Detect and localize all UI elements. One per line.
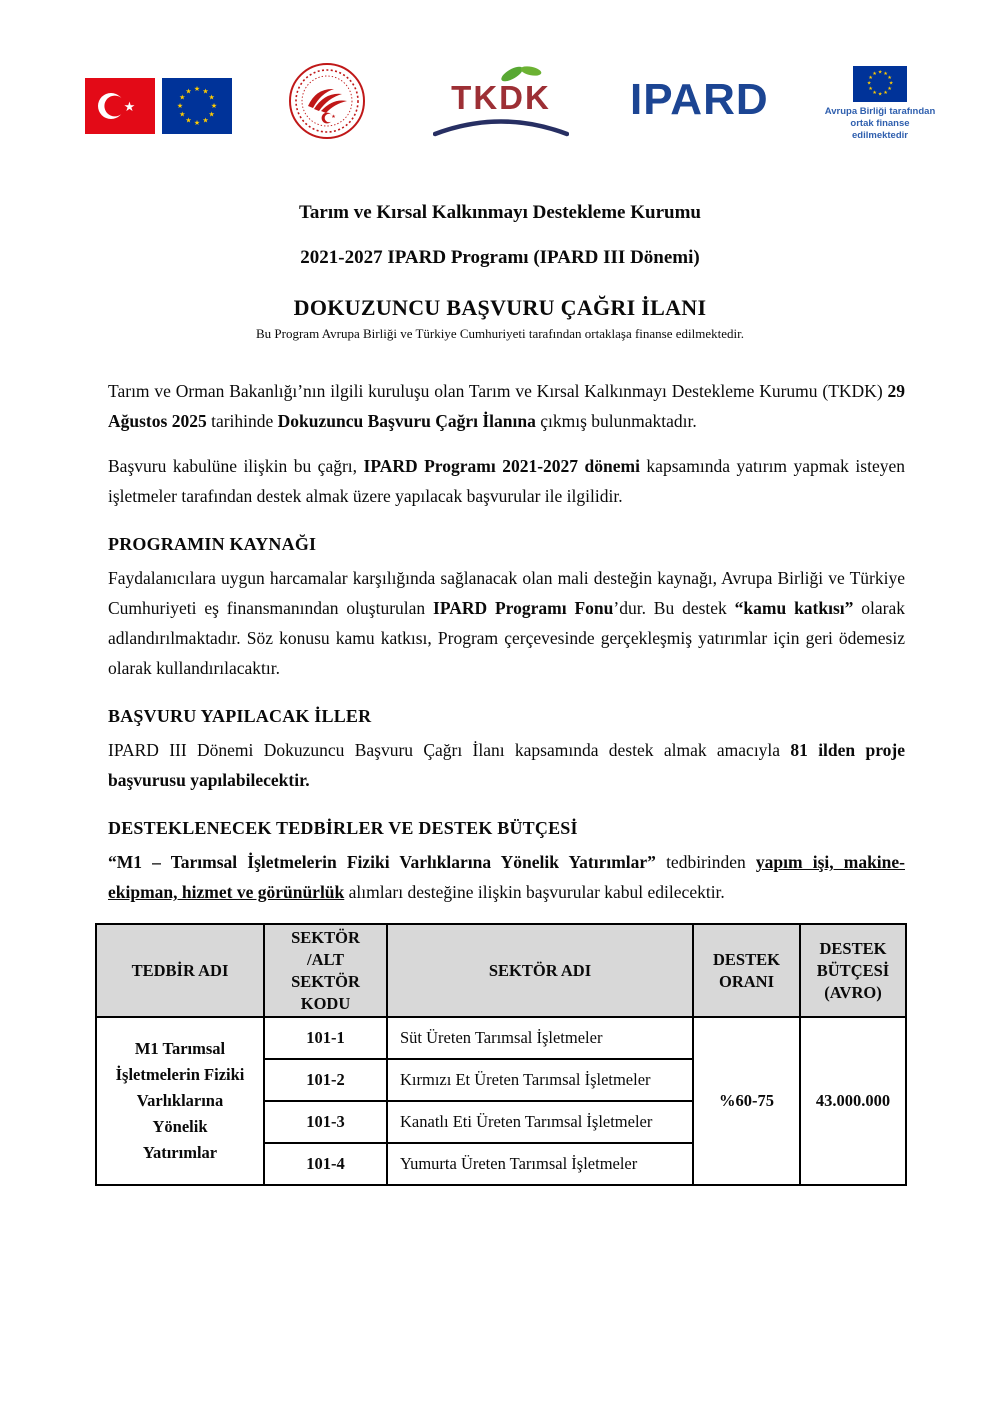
eu-attribution-line2: ortak finanse edilmektedir (850, 118, 910, 141)
tkdk-logo-text: TKDK (451, 79, 551, 116)
svg-text:★: ★ (887, 76, 892, 81)
col-header-sektor-kodu: SEKTÖR /ALT SEKTÖR KODU (264, 924, 387, 1017)
svg-text:★: ★ (866, 81, 872, 87)
svg-text:★: ★ (877, 70, 883, 76)
document-body (95, 376, 905, 1186)
logo-row (0, 62, 1000, 150)
svg-text:★: ★ (868, 87, 873, 92)
svg-text:★: ★ (888, 81, 894, 87)
svg-text:★: ★ (887, 87, 892, 92)
sector-cell: Süt Üreten Tarımsal İşletmeler (387, 1017, 693, 1059)
tkdk-logo (433, 62, 569, 149)
svg-text:★: ★ (210, 102, 218, 110)
svg-text:★: ★ (208, 93, 215, 102)
svg-text:★: ★ (883, 91, 888, 96)
sector-cell: Kanatlı Eti Üreten Tarımsal İşletmeler (387, 1101, 693, 1143)
support-rate-cell: %60-75 (693, 1017, 800, 1185)
eu-cofinance-logo (822, 66, 938, 142)
section-heading-basvuru-iller: BAŞVURU YAPILACAK İLLER (108, 706, 372, 726)
code-cell: 101-1 (264, 1017, 387, 1059)
svg-text:★: ★ (872, 91, 877, 96)
svg-text:★: ★ (185, 116, 192, 125)
page-title-programme: 2021-2027 IPARD Programı (IPARD III Dönemi) (300, 247, 700, 268)
col-header-tedbir-adi: TEDBİR ADI (96, 924, 264, 1017)
svg-text:★: ★ (193, 85, 201, 93)
paragraph-intro-2: Başvuru kabulüne ilişkin bu çağrı, IPARD Programı 2021-2027 dönemi kapsamında yatırım yapmak isteyen işletmeler tarafından destek almak üzere yapılacak başvurular ile ilgilidir. (108, 456, 905, 506)
paragraph-basvuru-iller: IPARD III Dönemi Dokuzuncu Başvuru Çağrı İlanı kapsamında destek almak amacıyla 81 ilden proje başvurusu yapılabilecektir. (108, 740, 905, 790)
col-header-sektor-adi: SEKTÖR ADI (387, 924, 693, 1017)
leaf-icon (520, 65, 542, 78)
ipard-logo-text: IPARD (630, 75, 769, 124)
svg-text:★: ★ (883, 72, 888, 77)
table-header-row (96, 924, 906, 1017)
svg-text:★: ★ (868, 76, 873, 81)
turkish-flag-icon (85, 78, 155, 134)
svg-text:★: ★ (179, 110, 186, 119)
ipard-logo (630, 76, 769, 124)
support-budget-table (95, 923, 907, 1186)
horizon-arc (435, 122, 567, 135)
svg-text:★: ★ (193, 119, 201, 127)
measure-cell: M1 Tarımsal İşletmelerin Fiziki Varlıklarına Yönelik Yatırımlar (96, 1017, 264, 1185)
svg-text:★: ★ (202, 116, 209, 125)
svg-text:★: ★ (872, 72, 877, 77)
svg-text:★: ★ (877, 92, 883, 98)
eu-flag-icon (162, 78, 232, 134)
page-title-call: DOKUZUNCU BAŞVURU ÇAĞRI İLANI (293, 295, 707, 320)
page-title-institution: Tarım ve Kırsal Kalkınmayı Destekleme Kurumu (299, 202, 701, 223)
svg-text:★: ★ (176, 102, 184, 110)
sector-cell: Yumurta Üreten Tarımsal İşletmeler (387, 1143, 693, 1185)
svg-text:★: ★ (185, 87, 192, 96)
paragraph-tedbirler: “M1 – Tarımsal İşletmelerin Fiziki Varlıklarına Yönelik Yatırımlar” tedbirinden yapım işi, makine-ekipman, hizmet ve görünürlük alımları desteğine ilişkin başvurular kabul edilecektir. (108, 852, 905, 902)
title-block (0, 202, 1000, 342)
turkey-eu-flags-logo (85, 78, 232, 134)
code-cell: 101-4 (264, 1143, 387, 1185)
svg-text:★: ★ (123, 99, 136, 114)
col-header-destek-orani: DESTEK ORANI (693, 924, 800, 1017)
svg-text:★: ★ (179, 93, 186, 102)
svg-text:★: ★ (208, 110, 215, 119)
table-row (96, 1017, 906, 1059)
code-cell: 101-3 (264, 1101, 387, 1143)
budget-cell: 43.000.000 (800, 1017, 906, 1185)
ministry-seal-icon (288, 62, 366, 145)
page-subtitle: Bu Program Avrupa Birliği ve Türkiye Cumhuriyeti tarafından ortaklaşa finanse edilmektedir. (256, 326, 744, 341)
eu-attribution-text (822, 106, 938, 142)
code-cell: 101-2 (264, 1059, 387, 1101)
svg-text:★: ★ (331, 115, 336, 120)
paragraph-intro-1: Tarım ve Orman Bakanlığı’nın ilgili kuruluşu olan Tarım ve Kırsal Kalkınmayı Destekleme Kurumu (TKDK) 29 Ağustos 2025 tarihinde Dokuzuncu Başvuru Çağrı İlanına çıkmış bulunmaktadır. (108, 381, 905, 431)
sector-cell: Kırmızı Et Üreten Tarımsal İşletmeler (387, 1059, 693, 1101)
svg-text:★: ★ (202, 87, 209, 96)
eu-flag-icon (853, 66, 907, 102)
col-header-destek-butcesi: DESTEK BÜTÇESİ (AVRO) (800, 924, 906, 1017)
eu-attribution-line1: Avrupa Birliği tarafından (824, 106, 936, 117)
section-heading-tedbirler: DESTEKLENECEK TEDBİRLER VE DESTEK BÜTÇESİ (108, 818, 578, 838)
section-heading-program-kaynagi: PROGRAMIN KAYNAĞI (108, 534, 317, 554)
paragraph-program-kaynagi: Faydalanıcılara uygun harcamalar karşılığında sağlanacak olan mali desteğin kaynağı, Avrupa Birliği ve Türkiye Cumhuriyeti eş finansmanından oluşturulan IPARD Programı Fonu’dur. Bu destek “kamu katkısı” olarak adlandırılmaktadır. Söz konusu kamu katkısı, Program çerçevesinde gerçekleşmiş yatırımlar için geri ödemesiz olarak kullandırılacaktır. (108, 568, 905, 678)
